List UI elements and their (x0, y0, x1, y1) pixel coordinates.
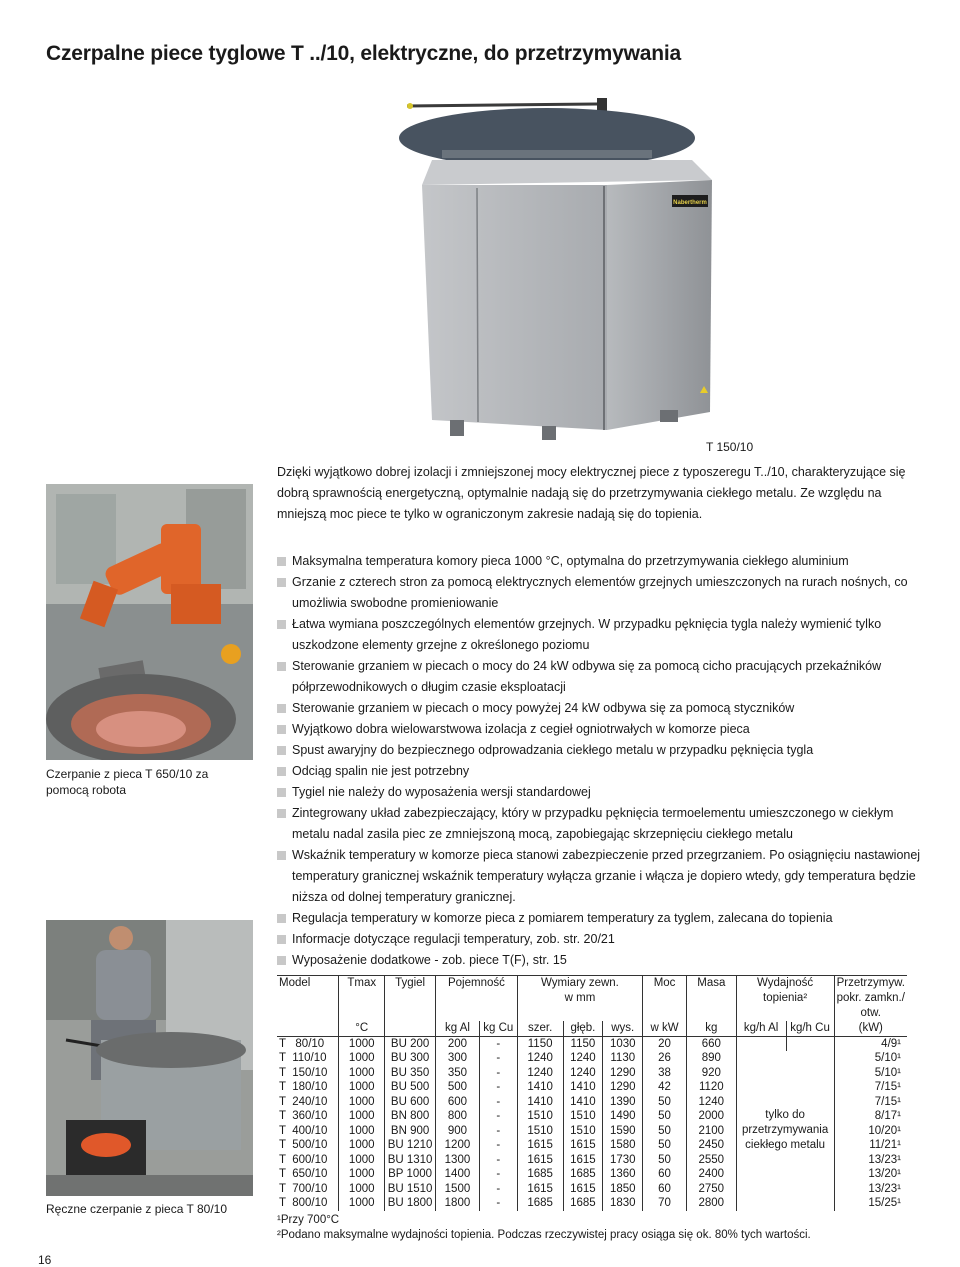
cell-tmax: 1000 (339, 1196, 385, 1211)
unit-kgh-cu: kg/h Cu (786, 1021, 834, 1036)
features-list (277, 551, 927, 971)
furnace-caption: T 150/10 (706, 440, 754, 454)
cell-glab: 1685 (563, 1196, 603, 1211)
cell-wys: 1850 (603, 1182, 643, 1197)
cell-glab: 1615 (563, 1138, 603, 1153)
cell-tygiel: BU 1510 (385, 1182, 436, 1197)
list-item: Wyposażenie dodatkowe - zob. piece T(F), str. 15 (277, 950, 927, 971)
header-wymiary: Wymiary zewn. w mm (517, 976, 642, 1022)
cell-model: T 650/10 (279, 1168, 328, 1180)
cell-moc: 60 (643, 1167, 687, 1182)
page-number: 16 (38, 1253, 52, 1267)
cell-tygiel: BU 300 (385, 1051, 436, 1066)
header-pojemnosc: Pojemność (436, 976, 518, 1022)
list-item: Odciąg spalin nie jest potrzebny (277, 761, 927, 782)
bullet-square-icon (277, 809, 286, 818)
cell-wys: 1390 (603, 1095, 643, 1110)
cell-moc: 50 (643, 1109, 687, 1124)
cell-tmax: 1000 (339, 1066, 385, 1081)
cell-masa: 660 (686, 1036, 736, 1051)
cell-model: T 180/10 (279, 1081, 328, 1093)
manual-photo (46, 920, 253, 1196)
cell-szer: 1510 (517, 1124, 563, 1139)
bullet-square-icon (277, 662, 286, 671)
cell-szer: 1685 (517, 1196, 563, 1211)
cell-tmax: 1000 (339, 1167, 385, 1182)
cell-przetrzym: 11/21¹ (834, 1138, 907, 1153)
header-przetrzym: Przetrzymyw. pokr. zamkn./ otw. (834, 976, 907, 1022)
table-row (277, 1036, 907, 1051)
cell-moc: 70 (643, 1196, 687, 1211)
unit-tmax: °C (339, 1021, 385, 1036)
cell-masa: 2550 (686, 1153, 736, 1168)
cell-kg-cu: - (479, 1109, 517, 1124)
cell-przetrzym: 7/15¹ (834, 1080, 907, 1095)
cell-glab: 1685 (563, 1167, 603, 1182)
cell-moc: 50 (643, 1138, 687, 1153)
cell-model: T 600/10 (279, 1153, 328, 1166)
cell-tygiel: BU 600 (385, 1095, 436, 1110)
cell-przetrzym: 13/20¹ (834, 1167, 907, 1182)
list-item: Wskaźnik temperatury w komorze pieca stanowi zabezpieczenie przed przegrzaniem. Po osiągnięciu nastawionej temperatury granicznej wskaźnik temperatury wyłącza grzanie i włącza je dopiero wtedy, gdy temperatura będzie niższa od dolnej temperatury granicznej. (277, 845, 927, 908)
intro-paragraph: Dzięki wyjątkowo dobrej izolacji i zmniejszonej mocy elektrycznej piece z typoszeregu T../10, charakteryzujące się dobrą sprawnością energetyczną, optymalnie nadają się do przetrzymywania ciekłego metalu. Ze względu na mniejszą moc piece te tylko w ograniczonym zakresie nadają się do topienia. (277, 465, 906, 521)
footnote-2: ²Podano maksymalne wydajności topienia. Podczas rzeczywistej pracy osiąga się ok. 80% tych wartości. (277, 1229, 811, 1241)
list-item: Regulacja temperatury w komorze pieca z pomiarem temperatury za tyglem, zalecana do topienia (277, 908, 927, 929)
cell-przetrzym: 8/17¹ (834, 1109, 907, 1124)
cell-kg-cu: - (479, 1196, 517, 1211)
cell-kg-al: 1400 (436, 1167, 480, 1182)
cell-kg-al: 300 (436, 1051, 480, 1066)
bullet-square-icon (277, 851, 286, 860)
footnote-1: ¹Przy 700°C (277, 1214, 340, 1226)
unit-tygiel-blank (385, 1021, 436, 1036)
bullet-square-icon (277, 767, 286, 776)
cell-masa: 2750 (686, 1182, 736, 1197)
cell-kg-al: 600 (436, 1095, 480, 1110)
unit-glab: głęb. (563, 1021, 603, 1036)
cell-masa: 2000 (686, 1109, 736, 1124)
cell-model: T 240/10 (279, 1095, 328, 1108)
cell-kg-al: 800 (436, 1109, 480, 1124)
cell-moc: 50 (643, 1124, 687, 1139)
cell-moc: 42 (643, 1080, 687, 1095)
cell-model: T 80/10 (279, 1037, 325, 1050)
cell-wys: 1490 (603, 1109, 643, 1124)
cell-przetrzym: 5/10¹ (834, 1051, 907, 1066)
cell-moc: 60 (643, 1182, 687, 1197)
cell-kg-cu: - (479, 1167, 517, 1182)
cell-kg-al: 500 (436, 1080, 480, 1095)
furnace-image (392, 90, 742, 450)
cell-tygiel: BU 1800 (385, 1196, 436, 1211)
cell-kg-cu: - (479, 1036, 517, 1051)
cell-kg-cu: - (479, 1095, 517, 1110)
cell-szer: 1240 (517, 1051, 563, 1066)
cell-masa: 920 (686, 1066, 736, 1081)
cell-szer: 1510 (517, 1109, 563, 1124)
cell-wys: 1130 (603, 1051, 643, 1066)
cell-kg-al: 350 (436, 1066, 480, 1081)
list-item: Informacje dotyczące regulacji temperatury, zob. str. 20/21 (277, 929, 927, 950)
cell-wys: 1580 (603, 1138, 643, 1153)
unit-kgh-al: kg/h Al (736, 1021, 786, 1036)
cell-model: T 700/10 (279, 1182, 328, 1195)
unit-kw: (kW) (834, 1021, 907, 1036)
cell-kg-al: 900 (436, 1124, 480, 1139)
cell-model: T 500/10 (279, 1139, 328, 1151)
list-item: Grzanie z czterech stron za pomocą elektrycznych elementów grzejnych umieszczonych na rurach nośnych, co umożliwia swobodne promieniowanie (277, 572, 927, 614)
bullet-square-icon (277, 704, 286, 713)
cell-szer: 1410 (517, 1080, 563, 1095)
cell-szer: 1410 (517, 1095, 563, 1110)
cell-tmax: 1000 (339, 1109, 385, 1124)
cell-kgh-cu (786, 1036, 834, 1051)
cell-wys: 1360 (603, 1167, 643, 1182)
cell-kg-cu: - (479, 1138, 517, 1153)
cell-tygiel: BN 900 (385, 1124, 436, 1139)
robot-photo (46, 484, 253, 760)
header-wydajnosc: Wydajność topienia² (736, 976, 834, 1022)
cell-przetrzym: 7/15¹ (834, 1095, 907, 1110)
cell-kg-al: 1300 (436, 1153, 480, 1168)
bullet-square-icon (277, 956, 286, 965)
cell-moc: 50 (643, 1095, 687, 1110)
cell-masa: 2400 (686, 1167, 736, 1182)
cell-moc: 38 (643, 1066, 687, 1081)
cell-przetrzym: 13/23¹ (834, 1182, 907, 1197)
bullet-square-icon (277, 914, 286, 923)
list-item: Sterowanie grzaniem w piecach o mocy do 24 kW odbywa się za pomocą cicho pracujących przekaźników półprzewodnikowych o długim czasie eksploatacji (277, 656, 927, 698)
bullet-square-icon (277, 578, 286, 587)
cell-wys: 1830 (603, 1196, 643, 1211)
cell-masa: 1240 (686, 1095, 736, 1110)
unit-blank (277, 1021, 339, 1036)
cell-tygiel: BU 1210 (385, 1138, 436, 1153)
bullet-square-icon (277, 746, 286, 755)
cell-glab: 1510 (563, 1109, 603, 1124)
cell-wys: 1730 (603, 1153, 643, 1168)
list-item: Spust awaryjny do bezpiecznego odprowadzania ciekłego metalu w przypadku pęknięcia tygla (277, 740, 927, 761)
cell-tygiel: BN 800 (385, 1109, 436, 1124)
cell-model: T 110/10 (279, 1052, 327, 1064)
unit-moc: w kW (643, 1021, 687, 1036)
spec-table (277, 975, 907, 1211)
header-model: Model (277, 976, 339, 1022)
cell-kgh-al (736, 1036, 786, 1051)
cell-przetrzym: 5/10¹ (834, 1066, 907, 1081)
cell-masa: 2100 (686, 1124, 736, 1139)
cell-moc: 20 (643, 1036, 687, 1051)
cell-masa: 2800 (686, 1196, 736, 1211)
unit-kg-cu: kg Cu (479, 1021, 517, 1036)
cell-tygiel: BU 200 (385, 1036, 436, 1051)
cell-tmax: 1000 (339, 1153, 385, 1168)
bullet-square-icon (277, 557, 286, 566)
brand-label: Nabertherm (673, 200, 707, 206)
cell-kg-cu: - (479, 1066, 517, 1081)
cell-szer: 1685 (517, 1167, 563, 1182)
cell-tygiel: BU 350 (385, 1066, 436, 1081)
header-masa: Masa (686, 976, 736, 1022)
cell-tygiel: BU 1310 (385, 1153, 436, 1168)
cell-szer: 1150 (517, 1036, 563, 1051)
cell-model: T 800/10 (279, 1197, 328, 1209)
cell-kg-al: 1500 (436, 1182, 480, 1197)
cell-przetrzym: 15/25¹ (834, 1196, 907, 1211)
cell-szer: 1240 (517, 1066, 563, 1081)
cell-szer: 1615 (517, 1153, 563, 1168)
list-item: Sterowanie grzaniem w piecach o mocy powyżej 24 kW odbywa się za pomocą styczników (277, 698, 927, 719)
cell-tmax: 1000 (339, 1095, 385, 1110)
bullet-square-icon (277, 725, 286, 734)
cell-model: T 400/10 (279, 1124, 328, 1137)
cell-tmax: 1000 (339, 1080, 385, 1095)
cell-glab: 1615 (563, 1153, 603, 1168)
robot-photo-caption: Czerpanie z pieca T 650/10 za pomocą robota (46, 767, 209, 797)
list-item: Zintegrowany układ zabezpieczający, który w przypadku pęknięcia termoelementu umieszczonego w ciekłym metalu nadal zasila piec ze zmniejszoną mocą, zapobiegając skrzepnięciu ciekłego metalu (277, 803, 927, 845)
list-item: Tygiel nie należy do wyposażenia wersji standardowej (277, 782, 927, 803)
cell-tmax: 1000 (339, 1051, 385, 1066)
cell-glab: 1510 (563, 1124, 603, 1139)
cell-wys: 1290 (603, 1080, 643, 1095)
cell-kg-cu: - (479, 1153, 517, 1168)
cell-tygiel: BU 500 (385, 1080, 436, 1095)
cell-glab: 1240 (563, 1051, 603, 1066)
cell-glab: 1240 (563, 1066, 603, 1081)
header-moc: Moc (643, 976, 687, 1022)
cell-tygiel: BP 1000 (385, 1167, 436, 1182)
cell-moc: 26 (643, 1051, 687, 1066)
cell-tmax: 1000 (339, 1124, 385, 1139)
cell-kg-cu: - (479, 1182, 517, 1197)
cell-masa: 890 (686, 1051, 736, 1066)
cell-kg-al: 1800 (436, 1196, 480, 1211)
header-tygiel: Tygiel (385, 976, 436, 1022)
bullet-square-icon (277, 935, 286, 944)
cell-wys: 1030 (603, 1036, 643, 1051)
cell-przetrzym: 10/20¹ (834, 1124, 907, 1139)
cell-przetrzym: 13/23¹ (834, 1153, 907, 1168)
unit-kg-al: kg Al (436, 1021, 480, 1036)
cell-tmax: 1000 (339, 1036, 385, 1051)
cell-model: T 360/10 (279, 1110, 328, 1122)
cell-tmax: 1000 (339, 1138, 385, 1153)
unit-wys: wys. (603, 1021, 643, 1036)
cell-wys: 1290 (603, 1066, 643, 1081)
cell-tmax: 1000 (339, 1182, 385, 1197)
cell-model: T 150/10 (279, 1066, 328, 1079)
melt-rate-note: tylko do przetrzymywania ciekłego metalu (736, 1051, 834, 1211)
bullet-square-icon (277, 620, 286, 629)
cell-kg-al: 1200 (436, 1138, 480, 1153)
cell-moc: 50 (643, 1153, 687, 1168)
cell-przetrzym: 4/9¹ (834, 1036, 907, 1051)
list-item: Łatwa wymiana poszczególnych elementów grzejnych. W przypadku pęknięcia tygla należy wymienić tylko uszkodzone elementy grzejne z określonego poziomu (277, 614, 927, 656)
bullet-square-icon (277, 788, 286, 797)
cell-kg-cu: - (479, 1051, 517, 1066)
cell-szer: 1615 (517, 1182, 563, 1197)
cell-kg-al: 200 (436, 1036, 480, 1051)
cell-szer: 1615 (517, 1138, 563, 1153)
cell-wys: 1590 (603, 1124, 643, 1139)
table-row (277, 1051, 907, 1066)
header-tmax: Tmax (339, 976, 385, 1022)
list-item: Maksymalna temperatura komory pieca 1000 °C, optymalna do przetrzymywania ciekłego aluminium (277, 551, 927, 572)
cell-glab: 1410 (563, 1080, 603, 1095)
cell-glab: 1150 (563, 1036, 603, 1051)
cell-glab: 1410 (563, 1095, 603, 1110)
cell-kg-cu: - (479, 1080, 517, 1095)
cell-glab: 1615 (563, 1182, 603, 1197)
page-title: Czerpalne piece tyglowe T ../10, elektryczne, do przetrzymywania (46, 42, 681, 65)
manual-photo-caption: Ręczne czerpanie z pieca T 80/10 (46, 1202, 228, 1216)
list-item: Wyjątkowo dobra wielowarstwowa izolacja z cegieł ogniotrwałych w komorze pieca (277, 719, 927, 740)
unit-szer: szer. (517, 1021, 563, 1036)
cell-kg-cu: - (479, 1124, 517, 1139)
cell-masa: 2450 (686, 1138, 736, 1153)
unit-masa: kg (686, 1021, 736, 1036)
cell-masa: 1120 (686, 1080, 736, 1095)
